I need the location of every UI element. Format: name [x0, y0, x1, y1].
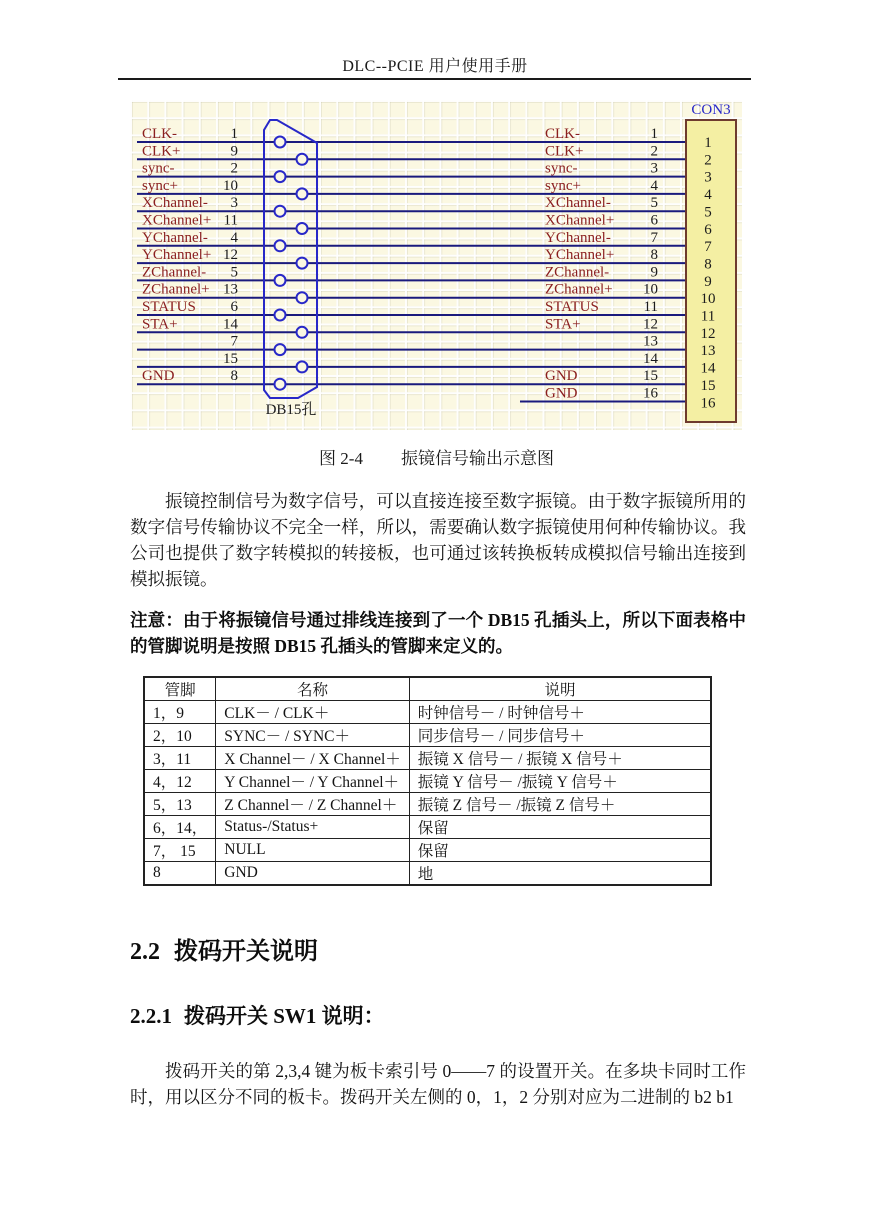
left-pin-number: 13 [223, 281, 238, 298]
right-pin-label: STA+ [545, 316, 581, 333]
section-title: 拨码开关 SW1 说明： [184, 1004, 385, 1028]
pin-definition-table [143, 676, 712, 886]
right-pin-number: 6 [650, 212, 658, 229]
right-pin-number: 3 [650, 160, 658, 177]
col-header-name: 名称 [216, 677, 410, 701]
cell-name: Status-/Status+ [216, 816, 410, 839]
right-pin-number: 10 [643, 281, 658, 298]
table-row [144, 862, 711, 886]
right-pin-number: 15 [643, 368, 658, 385]
con3-pin-number: 4 [704, 187, 712, 204]
right-pin-number: 7 [650, 229, 658, 246]
left-pin-label: YChannel+ [142, 247, 212, 264]
con3-pin-number: 15 [700, 377, 716, 394]
table-row [144, 839, 711, 862]
db15-pin-hole [297, 292, 308, 303]
con3-pin-number: 10 [700, 291, 716, 308]
table-header-row [144, 677, 711, 701]
left-pin-number: 9 [230, 143, 238, 160]
cell-pin: 6，14， [144, 816, 216, 839]
db15-pin-hole [297, 188, 308, 199]
cell-desc: 保留 [409, 816, 711, 839]
cell-pin: 1，9 [144, 701, 216, 724]
table-row [144, 770, 711, 793]
right-pin-label: YChannel- [545, 229, 611, 246]
cell-name: GND [216, 862, 410, 886]
figure-title: 振镜信号输出示意图 [400, 449, 554, 468]
cell-desc: 保留 [409, 839, 711, 862]
con3-pin-number: 16 [700, 395, 716, 412]
right-pin-label: ZChannel+ [545, 281, 613, 298]
cell-pin: 8 [144, 862, 216, 886]
table-row [144, 747, 711, 770]
left-pin-number: 11 [223, 212, 238, 229]
left-pin-label: sync+ [142, 177, 178, 194]
left-pin-label: GND [142, 368, 175, 385]
cell-name: Y Channel－ / Y Channel＋ [216, 770, 410, 793]
left-pin-label: CLK+ [142, 143, 181, 160]
right-pin-label: sync- [545, 160, 578, 177]
con3-pin-number: 7 [704, 239, 712, 256]
con3-pin-number: 6 [704, 221, 712, 238]
right-pin-label: XChannel+ [545, 212, 615, 229]
body-paragraph-2: 拨码开关的第 2,3,4 键为板卡索引号 0——7 的设置开关。在多块卡同时工作时，用以区分不同的板卡。拨码开关左侧的 0，1，2 分别对应为二进制的 b2 b1 [130, 1061, 746, 1107]
page-header-title: DLC--PCIE 用户使用手册 [342, 58, 528, 75]
db15-pin-hole [275, 240, 286, 251]
left-pin-label: XChannel+ [142, 212, 212, 229]
right-pin-label: GND [545, 368, 578, 385]
left-pin-label: sync- [142, 160, 175, 177]
right-pin-number: 1 [650, 126, 658, 142]
figure-caption [130, 444, 743, 469]
cell-desc: 振镜 Z 信号－ /振镜 Z 信号＋ [409, 793, 711, 816]
cell-desc: 同步信号－ / 同步信号＋ [409, 724, 711, 747]
db15-connector-label: DB15孔 [265, 402, 317, 418]
con3-pin-number: 1 [704, 135, 712, 151]
con3-pin-number: 5 [704, 204, 712, 221]
right-pin-number: 5 [650, 195, 658, 212]
note-paragraph: 注意：由于将振镜信号通过排线连接到了一个 DB15 孔插头上，所以下面表格中的管脚说明是按照 DB15 孔插头的管脚来定义的。 [130, 610, 746, 656]
left-pin-number: 12 [223, 247, 238, 264]
right-pin-number: 13 [643, 333, 658, 350]
table-row [144, 816, 711, 839]
right-pin-number: 2 [650, 143, 658, 160]
db15-pin-hole [275, 310, 286, 321]
right-pin-label: STATUS [545, 299, 599, 315]
cell-desc: 时钟信号－ / 时钟信号＋ [409, 701, 711, 724]
table-row [144, 793, 711, 816]
db15-connector-outline [264, 120, 317, 398]
left-pin-number: 10 [223, 177, 238, 194]
cell-pin: 2，10 [144, 724, 216, 747]
left-pin-label: ZChannel- [142, 264, 207, 281]
right-pin-number: 11 [643, 299, 658, 315]
diagram-canvas [130, 100, 742, 430]
right-pin-number: 9 [650, 264, 658, 281]
left-pin-label: XChannel- [142, 195, 208, 212]
cell-name: X Channel－ / X Channel＋ [216, 747, 410, 770]
con3-pin-number: 2 [704, 152, 712, 169]
section-heading-2-2-1 [130, 1000, 385, 1030]
cell-pin: 7， 15 [144, 839, 216, 862]
header-rule [118, 78, 751, 80]
con3-label: CON3 [691, 102, 731, 118]
left-pin-number: 2 [230, 160, 238, 177]
cell-pin: 3，11 [144, 747, 216, 770]
section-title: 拨码开关说明 [174, 939, 318, 965]
col-header-desc: 说明 [409, 677, 711, 701]
right-pin-label: XChannel- [545, 195, 611, 212]
left-pin-number: 7 [230, 333, 238, 350]
right-pin-label: sync+ [545, 177, 581, 194]
left-pin-number: 14 [223, 316, 238, 333]
left-pin-label: STA+ [142, 316, 178, 333]
db15-pin-hole [275, 344, 286, 355]
con3-pin-number: 14 [700, 360, 716, 377]
section-number: 2.2.1 [130, 1004, 172, 1028]
body-paragraph-1: 振镜控制信号为数字信号，可以直接连接至数字振镜。由于数字振镜所用的数字信号传输协议不完全一样，所以，需要确认数字振镜使用何种传输协议。我公司也提供了数字转模拟的转接板，也可通过该转换板转成模拟信号输出连接到模拟振镜。 [130, 491, 746, 589]
left-pin-number: 8 [230, 368, 238, 385]
cell-pin: 4，12 [144, 770, 216, 793]
left-pin-number: 3 [230, 195, 238, 212]
right-pin-label: ZChannel- [545, 264, 610, 281]
section-heading-2-2 [130, 931, 318, 966]
cell-name: SYNC－ / SYNC＋ [216, 724, 410, 747]
signal-diagram [130, 100, 742, 430]
cell-name: NULL [216, 839, 410, 862]
db15-pin-hole [297, 361, 308, 372]
db15-pin-hole [275, 171, 286, 182]
left-pin-number: 4 [230, 229, 238, 246]
left-pin-label: ZChannel+ [142, 281, 210, 298]
col-header-pin: 管脚 [144, 677, 216, 701]
figure-number: 图 2-4 [319, 449, 363, 468]
cell-desc: 振镜 X 信号－ / 振镜 X 信号＋ [409, 747, 711, 770]
cell-name: CLK－ / CLK＋ [216, 701, 410, 724]
left-pin-number: 1 [230, 126, 238, 142]
left-pin-label: YChannel- [142, 229, 208, 246]
left-pin-number: 5 [230, 264, 238, 281]
cell-name: Z Channel－ / Z Channel＋ [216, 793, 410, 816]
left-pin-label: STATUS [142, 299, 196, 315]
db15-pin-hole [275, 379, 286, 390]
con3-pin-number: 13 [700, 343, 716, 360]
db15-pin-hole [297, 223, 308, 234]
db15-pin-hole [275, 137, 286, 148]
cell-desc: 振镜 Y 信号－ /振镜 Y 信号＋ [409, 770, 711, 793]
left-pin-label: CLK- [142, 126, 177, 142]
cell-pin: 5，13 [144, 793, 216, 816]
con3-pin-number: 9 [704, 273, 712, 290]
right-pin-label: CLK- [545, 126, 580, 142]
right-pin-label: YChannel+ [545, 247, 615, 264]
right-pin-number: 8 [650, 247, 658, 264]
table-row [144, 724, 711, 747]
db15-pin-hole [297, 327, 308, 338]
right-pin-number: 12 [643, 316, 658, 333]
con3-pin-number: 8 [704, 256, 712, 273]
section-number: 2.2 [130, 939, 160, 965]
db15-pin-hole [297, 154, 308, 165]
right-pin-number: 4 [650, 177, 658, 194]
right-pin-number: 16 [643, 385, 658, 402]
db15-pin-hole [275, 206, 286, 217]
con3-pin-number: 3 [704, 169, 712, 186]
con3-pin-number: 11 [700, 308, 716, 325]
right-pin-label: CLK+ [545, 143, 584, 160]
cell-desc: 地 [409, 862, 711, 886]
table-row [144, 701, 711, 724]
left-pin-number: 15 [223, 350, 238, 367]
db15-pin-hole [297, 258, 308, 269]
right-pin-label: GND [545, 385, 578, 402]
left-pin-number: 6 [230, 299, 238, 315]
con3-pin-number: 12 [700, 325, 716, 342]
db15-pin-hole [275, 275, 286, 286]
right-pin-number: 14 [643, 350, 658, 367]
